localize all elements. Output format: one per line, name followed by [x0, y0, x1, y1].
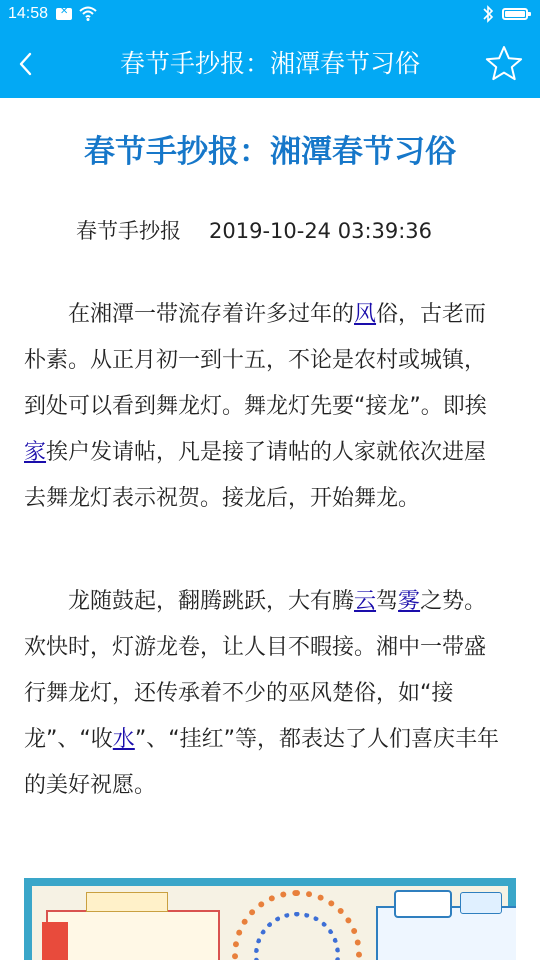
keyword-link-wu[interactable]: 雾 — [398, 589, 421, 614]
star-outline-icon — [482, 42, 526, 86]
poster-heading-tag-right — [394, 890, 452, 918]
paragraph-2 — [24, 579, 504, 809]
app-bar — [0, 30, 540, 98]
article-content[interactable] — [0, 98, 540, 960]
keyword-link-jia[interactable]: 家 — [24, 440, 47, 465]
battery-icon — [502, 8, 528, 20]
paragraph-text: 俗，古老而朴素。从正月初一到十五，不论是农村或城镇，到处可以看到舞龙灯。舞龙灯先要“接龙”。即挨 — [24, 302, 487, 419]
status-bar — [0, 0, 540, 30]
wifi-icon — [78, 4, 98, 27]
paragraph-text: ”、“挂红”等，都表达了人们喜庆丰年的美好祝愿。 — [24, 727, 500, 798]
page-title: 春节手抄报：湘潭春节习俗 — [119, 49, 420, 78]
handwritten-poster-image[interactable] — [24, 878, 516, 960]
poster-paper — [32, 886, 508, 960]
status-time: 14:58 — [8, 5, 49, 22]
paragraph-text: 挨户发请帖，凡是接了请帖的人家就依次进屋去舞龙灯表示祝贺。接龙后，开始舞龙。 — [24, 440, 487, 511]
poster-red-block — [42, 922, 68, 960]
poster-text-box — [46, 910, 220, 960]
paragraph-text: 之势。欢快时，灯游龙卷，让人目不暇接。湘中一带盛行舞龙灯，还传承着不少的巫风楚俗，如“接龙”、“收 — [24, 589, 487, 752]
mail-icon — [56, 8, 72, 20]
poster-heading-tag-small — [460, 892, 502, 914]
article-category[interactable]: 春节手抄报 — [76, 219, 181, 243]
paragraph-text: 在湘潭一带流存着许多过年的 — [68, 302, 355, 327]
favorite-button[interactable] — [482, 42, 526, 86]
chevron-left-icon — [12, 44, 44, 84]
paragraph-text: 驾 — [376, 589, 399, 614]
keyword-link-yun[interactable]: 云 — [354, 589, 377, 614]
paragraph-1 — [24, 292, 504, 522]
paragraph-text: 龙随鼓起，翻腾跳跃，大有腾 — [68, 589, 355, 614]
poster-heading-tag — [86, 892, 168, 912]
keyword-link-feng[interactable]: 风 — [354, 302, 377, 327]
bluetooth-icon — [482, 4, 494, 28]
back-button[interactable] — [12, 44, 44, 84]
article-date: 2019-10-24 03:39:36 — [209, 219, 433, 243]
article-meta — [76, 216, 432, 246]
keyword-link-shui[interactable]: 水 — [112, 727, 135, 752]
article-title: 春节手抄报：湘潭春节习俗 — [84, 134, 456, 170]
